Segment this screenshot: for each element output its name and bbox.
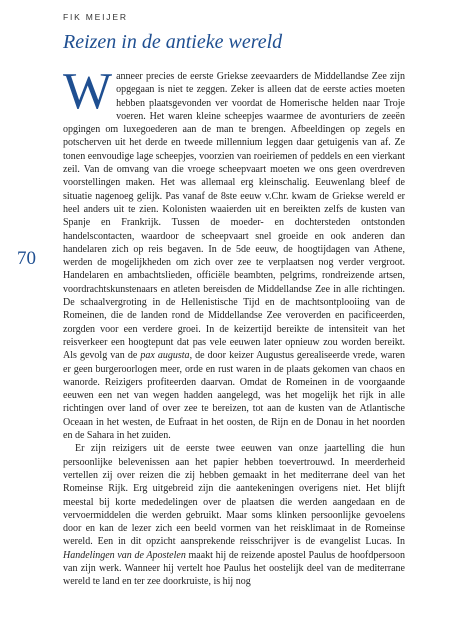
paragraph-1-text-b: , de door keizer Augustus gerealiseerde vrede, waren er geen burgeroorlogen meer, orde en rust waren in de plaats gekomen van chaos en wanorde. Reizigers profiteerden daarvan. Omdat de Romeinen in de voorgaande eeuwen een net van wegen hadden aangelegd, was het mogelijk het rijk in alle richtingen over land of over zee te bereizen, tot aan de kusten van de Atlantische Oceaan in het westen, de Eufraat in het oosten, de Rijn en de Donau in het noorden en de Sahara in het zuiden. (63, 350, 405, 442)
paragraph-1-emphasis: pax augusta (140, 350, 190, 362)
body-text (63, 63, 405, 589)
paragraph-1 (63, 63, 405, 442)
paragraph-1-text-a: anneer precies de eerste Griekse zeevaarders de Middellandse Zee zijn opgegaan is niet te zeggen. Zeker is alleen dat de eerste acties moeten hebben plaatsgevonden ver voordat de Homerische helden naar Troje voeren. Het waren kleine scheepjes waarmee de avonturiers de zeeën opgingen om luxegoederen aan de man te brengen. Afbeeldingen op zegels en potscherven uit het derde en tweede millennium leggen daar getuigenis van af. Ze tonen eenvoudige lage scheepjes, voorzien van roeiriemen of peddels en een vierkant zeil. Van de omvang van die vroege scheepvaart moeten we ons geen overdreven voorstellingen maken. Het was allemaal erg kleinschalig. Eeuwenlang bleef de situatie nagenoeg gelijk. Pas vanaf de 8ste eeuw v.Chr. kwam de Griekse wereld er heel anders uit te zien. Kolonisten waaierden uit en bereikten zelfs de kusten van Spanje en Frankrijk. Tussen de moeder- en dochtersteden ontstonden handelscontacten, waardoor de scheepvaart snel groeide en ook anderen dan handelaren zich op reis begaven. In de 5de eeuw, de hoogtijdagen van Athene, werden de mogelijkheden om zich over zee te verplaatsen nog verder vergroot. Handelaren en ambachtslieden, officiële beambten, pelgrims, rondreizende artsen, voordrachtskunstenaars en atleten bereisden de Middellandse Zee in alle richtingen. De schaalvergroting in de Hellenistische Tijd en de machtsontplooiing van de Romeinen, die de landen rond de Middellandse Zee veroverden en pacificeerden, zorgden voor een verdere groei. In de keizertijd bereikte de intensiteit van het reisverkeer een hoogtepunt dat pas vele eeuwen later opnieuw zou worden bereikt. Als gevolg van de (63, 71, 405, 362)
page-number: 70 (17, 248, 36, 269)
paragraph-2-text-b: maakt hij de reizende apostel Paulus de hoofdpersoon van zijn werk. Wanneer hij vertelt hoe Paulus het oostelijk deel van de mediterrane wereld te land en ter zee doorkruiste, is hij nog (63, 549, 405, 588)
running-head: FIK MEIJER (63, 12, 128, 22)
paragraph-2 (63, 442, 405, 588)
paragraph-2-emphasis: Handelingen van de Apostelen (63, 549, 186, 561)
chapter-title: Reizen in de antieke wereld (63, 31, 283, 53)
drop-cap: W (63, 63, 113, 120)
paragraph-2-text-a: Er zijn reizigers uit de eerste twee eeuwen van onze jaartelling die hun persoonlijke belevenissen aan het papier hebben toevertrouwd. In meerderheid vertellen zij over reizen die zij hebben gemaakt in het mediterrane deel van het Romeinse Rijk. Erg uitgebreid zijn die aantekeningen overigens niet. Het blijft meestal bij korte mededelingen over de plaatsen die werden aangedaan en de vervoermiddelen die werden gebruikt. Maar soms klinken persoonlijke gevoelens door en kan de lezer zich een beeld vormen van het reisklimaat in de Romeinse wereld. Een in dit opzicht aansprekende reisschrijver is de evangelist Lucas. In (63, 443, 405, 548)
